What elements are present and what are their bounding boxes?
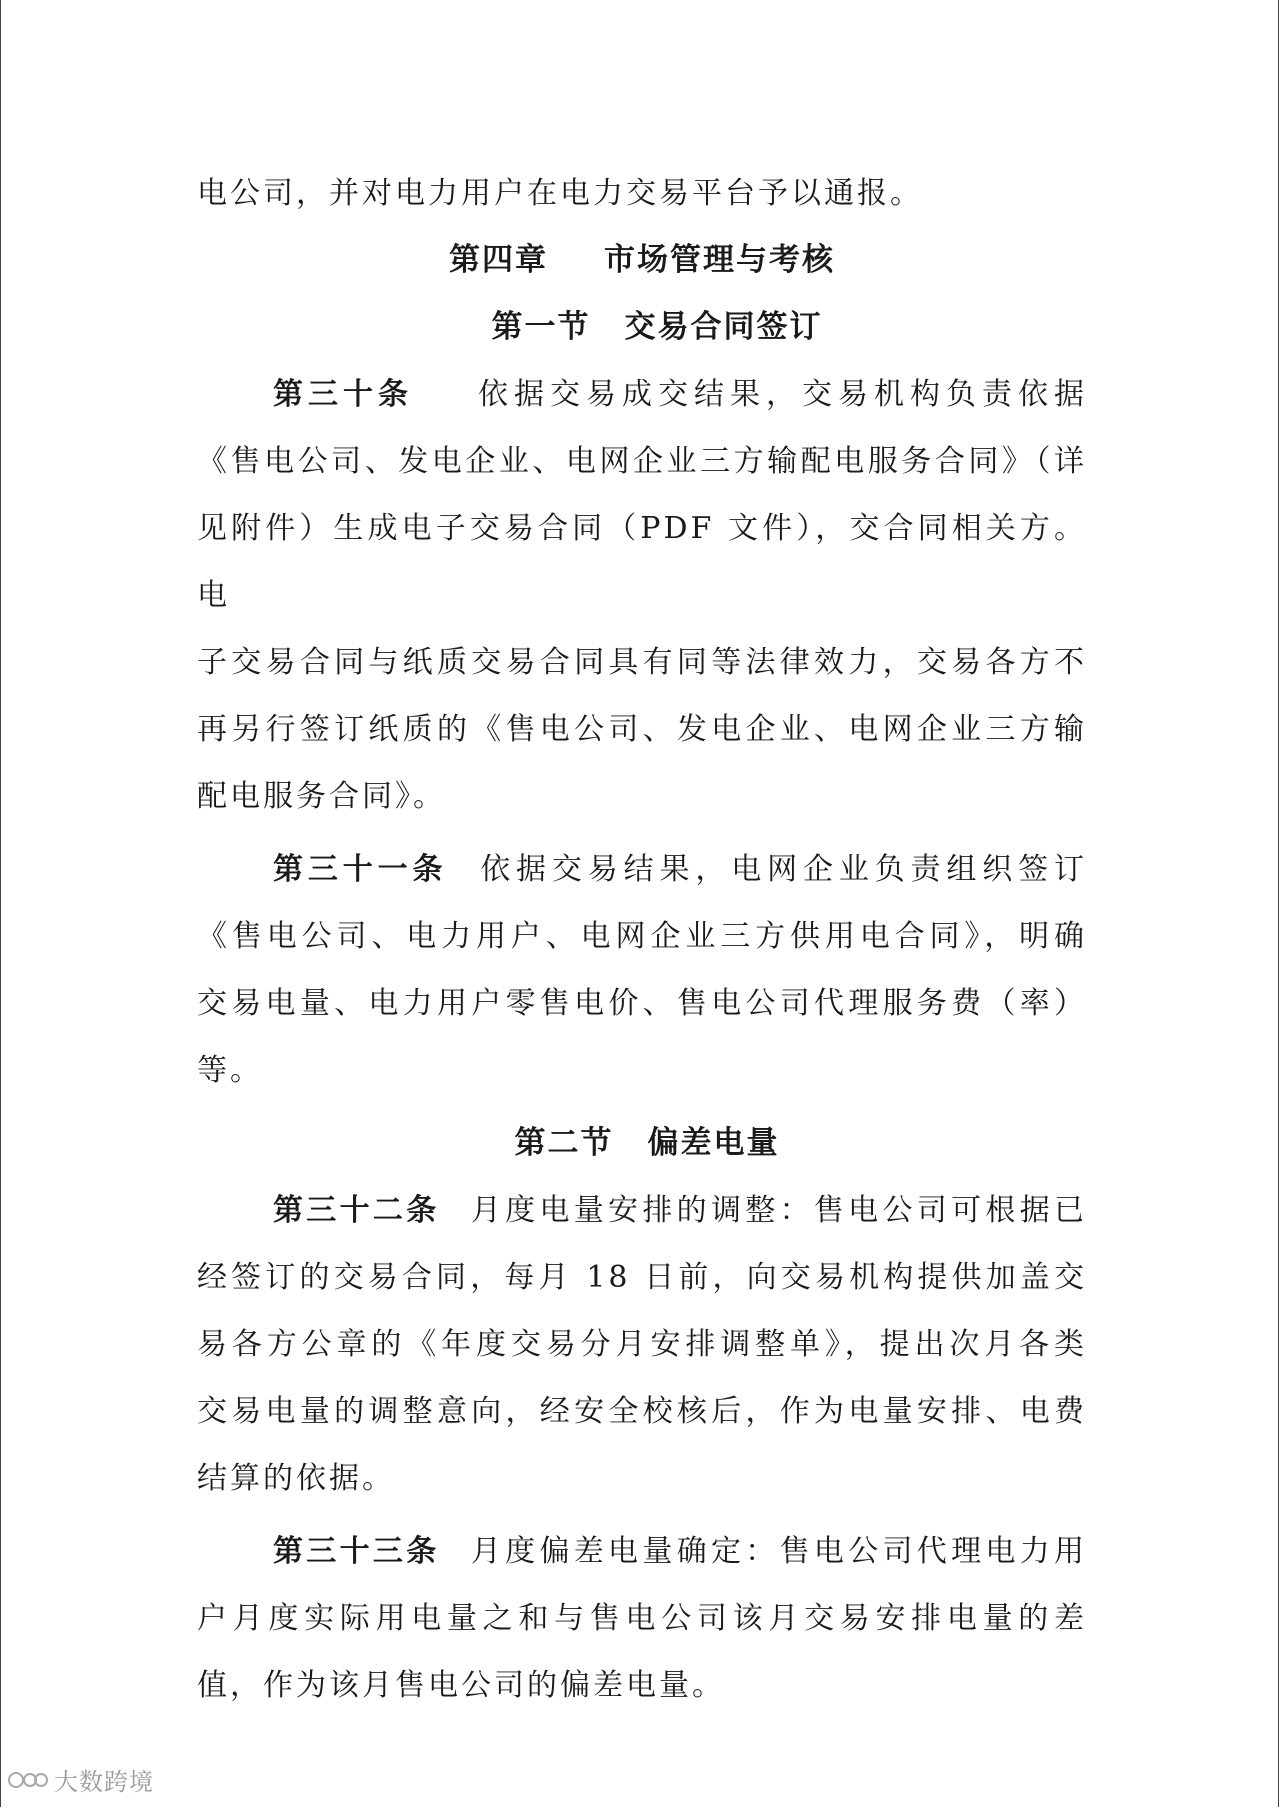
article-line: 结算的依据。 (197, 1461, 395, 1496)
watermark (8, 1762, 154, 1797)
section-title: 偏差电量 (647, 1125, 780, 1161)
article-line: 《售电公司、发电企业、电网企业三方输配电服务合同》（详 (197, 444, 1087, 479)
article-text: 月度电量安排的调整：售电公司可根据已 (469, 1193, 1088, 1228)
article-line: 易各方公章的《年度交易分月安排调整单》，提出次月各类 (197, 1327, 1087, 1362)
document-body (197, 160, 1087, 1719)
chapter-heading (197, 227, 1087, 294)
article-line: 值，作为该月售电公司的偏差电量。 (197, 1668, 725, 1703)
article-line: 配电服务合同》。 (197, 779, 446, 814)
section-number: 第一节 (491, 309, 591, 345)
section-heading (197, 1110, 1087, 1177)
article-33 (197, 1518, 1087, 1719)
article-line: 户月度实际用电量之和与售电公司该月交易安排电量的差 (197, 1601, 1087, 1636)
article-text: 依据交易成交结果，交易机构负责依据 (475, 377, 1087, 412)
article-label: 第三十条 (273, 377, 413, 412)
article-label: 第三十三条 (273, 1534, 440, 1569)
section-number: 第二节 (514, 1125, 614, 1161)
watermark-logo-icon (8, 1767, 48, 1793)
chapter-title: 市场管理与考核 (604, 242, 835, 278)
article-line: 子交易合同与纸质交易合同具有同等法律效力，交易各方不 (197, 645, 1087, 680)
article-30 (197, 361, 1087, 830)
article-line: 《售电公司、电力用户、电网企业三方供用电合同》，明确 (197, 919, 1087, 954)
article-text: 月度偏差电量确定：售电公司代理电力用 (469, 1534, 1088, 1569)
article-line: 见附件）生成电子交易合同（PDF 文件），交合同相关方。电 (197, 511, 1087, 613)
article-line: 交易电量、电力用户零售电价、售电公司代理服务费（率） (197, 986, 1087, 1021)
chapter-number: 第四章 (449, 242, 548, 278)
article-32 (197, 1177, 1087, 1512)
article-line (197, 361, 1087, 428)
article-line: 等。 (197, 1053, 263, 1088)
paragraph-continuation: 电公司，并对电力用户在电力交易平台予以通报。 (197, 176, 923, 211)
article-line: 再另行签订纸质的《售电公司、发电企业、电网企业三方输 (197, 712, 1087, 747)
article-line: 经签订的交易合同，每月 18 日前，向交易机构提供加盖交 (197, 1260, 1087, 1295)
article-line: 交易电量的调整意向，经安全校核后，作为电量安排、电费 (197, 1394, 1087, 1429)
article-text: 依据交易结果，电网企业负责组织签订 (477, 852, 1088, 887)
watermark-text: 大数跨境 (54, 1768, 154, 1796)
article-line (197, 836, 1087, 903)
article-line (197, 1518, 1087, 1585)
article-line (197, 1177, 1087, 1244)
article-31 (197, 836, 1087, 1104)
section-title: 交易合同签订 (624, 309, 823, 345)
article-label: 第三十一条 (273, 852, 448, 887)
section-heading (197, 294, 1087, 361)
article-label: 第三十二条 (273, 1193, 440, 1228)
